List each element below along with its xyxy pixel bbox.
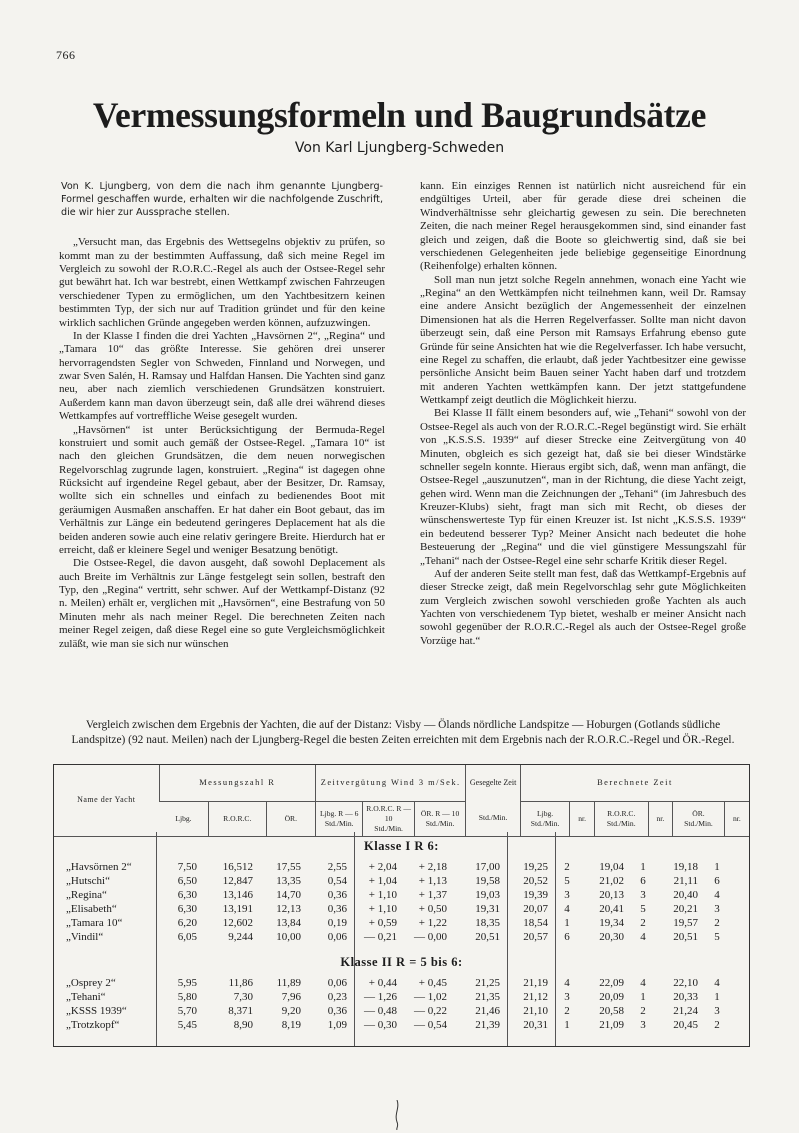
table-row [54, 903, 749, 917]
header-unit: Std./Min. [425, 818, 455, 828]
cell-m-rorc: 8,90 [233, 1018, 253, 1031]
cell-m-or: 13,84 [276, 916, 301, 929]
cell-z-ljbg: 0,36 [327, 888, 347, 901]
cell-b-rorc-nr: 1 [640, 990, 646, 1003]
cell-z-or: + 0,45 [418, 977, 447, 989]
cell-z-or: + 1,22 [418, 916, 447, 929]
cell-b-ljbg: 18,54 [523, 916, 548, 929]
editorial-intro: Von K. Ljungberg, von dem die nach ihm genannte Ljungberg-Formel geschaffen wurde, erhalten wir die nachfolgende Zuschrift, die wir hier zur Aussprache stellen. [61, 181, 383, 219]
cell-z-rorc: — 0,30 [364, 1018, 397, 1031]
cell-b-ljbg: 21,10 [523, 1004, 548, 1017]
cell-name: „Trotzkopf“ [66, 1018, 120, 1031]
cell-b-rorc-nr: 2 [640, 916, 646, 929]
article-author: Von Karl Ljungberg-Schweden [294, 140, 505, 156]
cell-z-or: — 0,00 [414, 930, 447, 943]
cell-m-or: 8,19 [281, 1018, 301, 1031]
cell-b-or-nr: 4 [714, 888, 720, 901]
cell-m-or: 17,55 [276, 861, 301, 873]
results-table [53, 764, 750, 1047]
cell-z-rorc: — 0,21 [364, 930, 397, 943]
header-unit: Std./Min. [374, 823, 403, 833]
cell-b-or: 22,10 [673, 977, 698, 989]
cell-z-rorc: + 0,44 [368, 977, 397, 989]
cell-b-ljbg-nr: 4 [564, 977, 570, 989]
cell-b-ljbg-nr: 1 [564, 916, 570, 929]
cell-name: „KSSS 1939“ [66, 1004, 127, 1017]
cell-segelzeit: 17,00 [475, 861, 500, 873]
cell-z-or: + 1,13 [418, 874, 447, 887]
cell-m-rorc: 13,191 [222, 902, 253, 915]
cell-segelzeit: 21,35 [475, 990, 500, 1003]
header-z-or-label: ÖR. R — 10 [420, 808, 460, 818]
cell-m-rorc: 12,847 [222, 874, 253, 887]
decorative-mark [392, 1100, 402, 1130]
cell-b-rorc: 20,09 [599, 990, 624, 1003]
cell-b-or-nr: 6 [714, 874, 720, 887]
cell-m-rorc: 7,30 [233, 990, 253, 1003]
cell-b-ljbg-nr: 2 [564, 1004, 570, 1017]
cell-b-ljbg: 19,39 [523, 888, 548, 901]
table-row [54, 861, 749, 875]
cell-b-ljbg-nr: 3 [564, 990, 570, 1003]
cell-m-rorc: 11,86 [228, 977, 253, 989]
cell-m-ljbg: 5,45 [177, 1018, 197, 1031]
cell-b-or-nr: 2 [714, 1018, 720, 1031]
cell-m-rorc: 13,146 [222, 888, 253, 901]
header-b-ljbg-nr: nr. [570, 801, 595, 836]
table-row [54, 917, 749, 931]
header-m-or: ÖR. [266, 801, 315, 836]
table-row [54, 875, 749, 889]
table-row [54, 889, 749, 903]
cell-name: „Regina“ [66, 888, 107, 901]
cell-b-ljbg-nr: 5 [564, 874, 570, 887]
cell-b-or-nr: 3 [714, 902, 720, 915]
cell-b-or-nr: 1 [714, 990, 720, 1003]
cell-b-ljbg: 21,12 [523, 990, 548, 1003]
header-gesegelte: Gesegelte Zeit [466, 765, 521, 801]
cell-z-or: — 0,54 [414, 1018, 447, 1031]
header-unit: Std./Min. [606, 818, 636, 828]
cell-z-rorc: + 1,10 [368, 902, 397, 915]
cell-segelzeit: 21,46 [475, 1004, 500, 1017]
cell-b-or-nr: 5 [714, 930, 720, 943]
paragraph: „Versucht man, das Ergebnis des Wettsegelns objektiv zu prüfen, so kommt man zu der bestimmten Auffassung, daß sich meine Regel im Vergleich zu sowohl der R.O.R.C.-Regel als auch der Ostsee-Regel sehr gut bewährt hat. Ich war bestrebt, einen Wettkampf zwischen Fahrzeugen verschiedener Typen zu ermöglichen, um den Yachtbesitzern keinen bestimmten Typ, der sich nur auf Tradition gründet und für den keine wirklich sachlichen Gründe angegeben werden können, aufzuzwingen. [59, 236, 385, 329]
cell-b-or: 19,18 [673, 861, 698, 873]
cell-z-or: + 2,18 [418, 861, 447, 873]
cell-b-rorc-nr: 3 [640, 888, 646, 901]
cell-b-ljbg-nr: 1 [564, 1018, 570, 1031]
cell-z-ljbg: 0,19 [327, 916, 347, 929]
cell-b-ljbg-nr: 2 [564, 861, 570, 873]
page-number: 766 [56, 48, 76, 62]
header-m-rorc: R.O.R.C. [208, 801, 266, 836]
cell-z-or: — 1,02 [414, 990, 447, 1003]
cell-m-or: 12,13 [276, 902, 301, 915]
cell-m-or: 9,20 [281, 1004, 301, 1017]
cell-b-rorc-nr: 4 [640, 977, 646, 989]
table-row [54, 1005, 749, 1019]
header-unit: Std./Min. [324, 818, 354, 828]
cell-b-ljbg: 21,19 [523, 977, 548, 989]
cell-b-rorc: 20,30 [599, 930, 624, 943]
left-column [59, 180, 385, 651]
cell-b-rorc: 21,09 [599, 1018, 624, 1031]
header-berechnete: Berechnete Zeit [520, 765, 749, 801]
cell-b-ljbg-nr: 4 [564, 902, 570, 915]
cell-b-ljbg: 20,07 [523, 902, 548, 915]
cell-m-ljbg: 5,80 [177, 990, 197, 1003]
cell-b-ljbg: 19,25 [523, 861, 548, 873]
cell-b-rorc: 20,58 [599, 1004, 624, 1017]
cell-b-or-nr: 4 [714, 977, 720, 989]
paragraph: Bei Klasse II fällt einem besonders auf, wie „Tehani“ sowohl von der Ostsee-Regel als auch von der R.O.R.C.-Regel begünstigt wird. Sie erhält von „K.S.S.S. 1939“ auf dieser Strecke eine Zeitvergütung von 40 Minuten, obgleich es sich gezeigt hat, daß sie bei dieser Windstärke schneller segeln konnte. Hieraus ergibt sich, daß, wenn man anfängt, die Ostsee-Regel „auszunutzen“, man in der Richtung, die diese Yacht zeigt, gehen wird. Wenn man die Zeichnungen der „Tehani“ (im Jahresbuch des Kreuzer-Klubs) sieht, fragt man sich mit Recht, ob dieses der wünschenswerteste Typ für einen Kreuzer ist. Ist nicht „K.S.S.S. 1939“ ein bedeutend besserer Typ? Meiner Ansicht nach bedeutet die hohe Besteuerung der „Regina“ und die viel günstigere Messungszahl für „Tehani“ nach der Ostsee-Regel eine sehr scharfe Kritik dieser Regel. [420, 407, 746, 567]
cell-z-rorc: + 1,10 [368, 888, 397, 901]
cell-b-rorc: 19,04 [599, 861, 624, 873]
header-z-ljbg [316, 801, 363, 836]
cell-segelzeit: 20,51 [475, 930, 500, 943]
cell-b-rorc: 22,09 [599, 977, 624, 989]
cell-z-ljbg: 2,55 [327, 861, 347, 873]
cell-z-rorc: + 0,59 [368, 916, 397, 929]
header-z-rorc [363, 801, 414, 836]
cell-b-ljbg: 20,52 [523, 874, 548, 887]
cell-name: „Osprey 2“ [66, 977, 116, 989]
cell-m-ljbg: 7,50 [177, 861, 197, 873]
cell-b-or: 20,33 [673, 990, 698, 1003]
cell-segelzeit: 19,31 [475, 902, 500, 915]
cell-b-or-nr: 2 [714, 916, 720, 929]
cell-m-ljbg: 5,95 [177, 977, 197, 989]
cell-b-ljbg-nr: 6 [564, 930, 570, 943]
cell-b-rorc: 20,41 [599, 902, 624, 915]
cell-segelzeit: 19,03 [475, 888, 500, 901]
cell-z-ljbg: 0,06 [327, 977, 347, 989]
paragraph: „Havsörnen“ ist unter Berücksichtigung der Bermuda-Regel konstruiert und somit auch gemäß der Ostsee-Regel. „Tamara 10“ ist nach den gleichen Grundsätzen, die dem neuen norwegischen Regelvorschlag zugrunde lagen, konstruiert. „Regina“ ist dagegen ohne Rücksicht auf irgendeine Regel gebaut, aber der Besitzer, Dr. Ramsay, wollte sich ein schnelles und einfach zu bedienendes Boot mit geräumigen Ausmaßen anschaffen. Er hat daher ein Boot gebaut, das im Verhältnis zur Länge ein bedeutend geringeres Deplacement hat als die beiden anderen sowie auch eine relativ geringere Breite. Hierdurch hat er erreicht, daß er kleinere Segel und weniger Besatzung benötigt. [59, 423, 385, 556]
cell-b-rorc: 20,13 [599, 888, 624, 901]
paragraph: Soll man nun jetzt solche Regeln annehmen, wonach eine Yacht wie „Regina“ an den Wettkämpfen nicht teilnehmen kann, weil Dr. Ramsay eine andere Ansicht bezüglich der Angemessenheit der einzelnen Dimensionen hat als die Herren Regelverfasser. Sollte man nicht davon überzeugt sein, daß eine Person mit Ramsays Erfahrung ebenso gute Gründe für seine Ansichten hat wie die Regelverfasser. Ich habe versucht, eine Regel zu schaffen, die erlaubt, daß jeder Yachtbesitzer eine gewisse persönliche Ansicht beim Bauen seiner Yacht haben darf und trotzdem mit anderen Yachten wettkämpfen kann. Der jetzt stattgefundene Wettkampf zeigt deutlich die Möglichkeit hierzu. [420, 273, 746, 406]
cell-z-ljbg: 0,36 [327, 902, 347, 915]
cell-b-or-nr: 3 [714, 1004, 720, 1017]
cell-name: „Havsörnen 2“ [66, 861, 132, 873]
cell-b-or: 21,24 [673, 1004, 698, 1017]
cell-m-ljbg: 6,30 [177, 888, 197, 901]
cell-z-ljbg: 0,36 [327, 1004, 347, 1017]
header-b-rorc-nr: nr. [648, 801, 673, 836]
cell-b-or: 20,40 [673, 888, 698, 901]
header-z-ljbg-label: Ljbg. R — 6 [319, 808, 359, 818]
cell-b-or-nr: 1 [714, 861, 720, 873]
cell-z-ljbg: 1,09 [327, 1018, 347, 1031]
cell-b-rorc-nr: 1 [640, 861, 646, 873]
cell-z-rorc: + 1,04 [368, 874, 397, 887]
header-b-or [673, 801, 724, 836]
table-row [54, 991, 749, 1005]
cell-z-rorc: — 1,26 [364, 990, 397, 1003]
cell-m-ljbg: 6,20 [177, 916, 197, 929]
cell-m-or: 7,96 [281, 990, 301, 1003]
header-z-or [414, 801, 465, 836]
table-row [54, 1019, 749, 1033]
cell-m-or: 13,35 [276, 874, 301, 887]
cell-z-ljbg: 0,54 [327, 874, 347, 887]
cell-z-or: — 0,22 [414, 1004, 447, 1017]
cell-segelzeit: 21,39 [475, 1018, 500, 1031]
cell-m-or: 11,89 [276, 977, 301, 989]
cell-b-or: 19,57 [673, 916, 698, 929]
cell-m-ljbg: 5,70 [177, 1004, 197, 1017]
cell-b-or: 20,45 [673, 1018, 698, 1031]
cell-b-ljbg-nr: 3 [564, 888, 570, 901]
cell-segelzeit: 19,58 [475, 874, 500, 887]
header-b-rorc [595, 801, 649, 836]
cell-z-ljbg: 0,23 [327, 990, 347, 1003]
cell-m-rorc: 9,244 [228, 930, 253, 943]
paragraph: Auf der anderen Seite stellt man fest, daß das Wettkampf-Ergebnis auf dieser Strecke zeigt, daß mein Regelvorschlag sehr gute Möglichkeiten zum Vergleich zwischen sowohl verschieden große Yachten als auch Yachten von verschiedenem Typ bietet, weshalb er meiner Ansicht nach sowohl gegenüber der R.O.R.C.-Regel als auch der Ostsee-Regel große Vorzüge hat.“ [420, 567, 746, 647]
cell-b-rorc-nr: 2 [640, 1004, 646, 1017]
paragraph: In der Klasse I finden die drei Yachten „Havsörnen 2“, „Regina“ und „Tamara 10“ das größte Interesse. Sie gehören drei unserer hervorragendsten Segler von Schweden, Finnland und Norwegen, und zwar Sven Salén, H. Ramsay und Halfdan Hansen. Die Yachten sind ganz neu, aber nach ziemlich verschiedenen Grundsätzen konstruiert. Außerdem kann man davon überzeugt sein, daß alle drei während dieses Wettkampfes auf vortreffliche Weise gesegelt wurden. [59, 329, 385, 423]
cell-b-ljbg: 20,31 [523, 1018, 548, 1031]
header-z-rorc-label: R.O.R.C. R — 10 [366, 803, 411, 823]
cell-m-rorc: 12,602 [222, 916, 253, 929]
cell-name: „Tehani“ [66, 990, 106, 1003]
cell-m-ljbg: 6,05 [177, 930, 197, 943]
group-title: Klasse I R 6: [364, 839, 439, 853]
table-row [54, 931, 749, 945]
cell-b-or: 20,51 [673, 930, 698, 943]
cell-z-ljbg: 0,06 [327, 930, 347, 943]
article-title: Vermessungsformeln und Baugrundsätze [92, 95, 707, 135]
cell-name: „Hutschi“ [66, 874, 110, 887]
header-unit: Std./Min. [684, 818, 713, 828]
table-row [54, 977, 749, 991]
cell-b-rorc-nr: 5 [640, 902, 646, 915]
cell-z-rorc: — 0,48 [364, 1004, 397, 1017]
cell-z-rorc: + 2,04 [368, 861, 397, 873]
header-b-ljbg [520, 801, 569, 836]
cell-segelzeit: 18,35 [475, 916, 500, 929]
header-b-rorc-label: R.O.R.C. [607, 808, 636, 818]
cell-b-rorc: 19,34 [599, 916, 624, 929]
header-zeitverguetung: Zeitvergütung Wind 3 m/Sek. [316, 765, 466, 801]
results-table-header [54, 765, 749, 837]
cell-name: „Tamara 10“ [66, 916, 123, 929]
cell-b-rorc-nr: 6 [640, 874, 646, 887]
right-column [420, 180, 746, 648]
header-b-or-nr: nr. [724, 801, 749, 836]
header-m-ljbg: Ljbg. [159, 801, 208, 836]
cell-m-ljbg: 6,50 [177, 874, 197, 887]
cell-b-rorc-nr: 4 [640, 930, 646, 943]
cell-segelzeit: 21,25 [475, 977, 500, 989]
header-b-ljbg-label: Ljbg. [536, 808, 554, 818]
paragraph: Die Ostsee-Regel, die davon ausgeht, daß sowohl Deplacement als auch Breite im Verhältnis zur Länge festgelegt sein sollen, bestraft den Typ, den „Regina“ vertritt, sehr schwer. Auf der Wettkampf-Distanz (92 n. Meilen) erhält er, verglichen mit „Havsörnen“, eine Bestrafung von 50 Minuten mehr als nach meiner Regel. Die berechneten Zeiten nach meiner Regel zeigen, daß diese Regel eine so gute Vergleichsmöglichkeit zuläßt, wie man sie sich nur wünschen [59, 557, 385, 650]
group-title: Klasse II R = 5 bis 6: [340, 955, 463, 969]
header-gesegelte-unit: Std./Min. [466, 801, 521, 836]
cell-name: „Vindil“ [66, 930, 104, 943]
cell-b-or: 21,11 [673, 874, 698, 887]
cell-m-or: 14,70 [276, 888, 301, 901]
cell-name: „Elisabeth“ [66, 902, 117, 915]
cell-z-or: + 0,50 [418, 902, 447, 915]
cell-b-rorc-nr: 3 [640, 1018, 646, 1031]
header-b-or-label: ÖR. [692, 808, 705, 818]
table-caption: Vergleich zwischen dem Ergebnis der Yachten, die auf der Distanz: Visby — Ölands nördliche Landspitze — Hoburgen (Gotlands südliche Landspitze) (92 naut. Meilen) nach der Ljungberg-Regel die besten Zeiten erreichten mit dem Ergebnis nach der R.O.R.C.-Regel und ÖR.-Regel. [71, 719, 735, 746]
cell-b-rorc: 21,02 [599, 874, 624, 887]
cell-m-rorc: 16,512 [222, 861, 253, 873]
cell-b-or: 20,21 [673, 902, 698, 915]
header-name: Name der Yacht [54, 765, 159, 836]
cell-m-rorc: 8,371 [228, 1004, 253, 1017]
header-messungszahl: Messungszahl R [159, 765, 316, 801]
cell-m-or: 10,00 [276, 930, 301, 943]
header-unit: Std./Min. [530, 818, 560, 828]
cell-m-ljbg: 6,30 [177, 902, 197, 915]
cell-b-ljbg: 20,57 [523, 930, 548, 943]
paragraph: kann. Ein einziges Rennen ist natürlich nicht ausreichend für ein endgültiges Urteil, aber für gerade diese drei scheinen die Windverhältnisse sehr gleichartig gewesen zu sein. Die berechneten Zeiten, die nach meiner Regel herausgekommen sind, sind einander fast gleich und zeigen, daß die Boote so gleichwertig sind, daß sie bei verschiedenen Gelegenheiten jede beliebige gegenseitige Einordnung (Reihenfolge) erhalten können. [420, 180, 746, 273]
cell-z-or: + 1,37 [418, 888, 447, 901]
